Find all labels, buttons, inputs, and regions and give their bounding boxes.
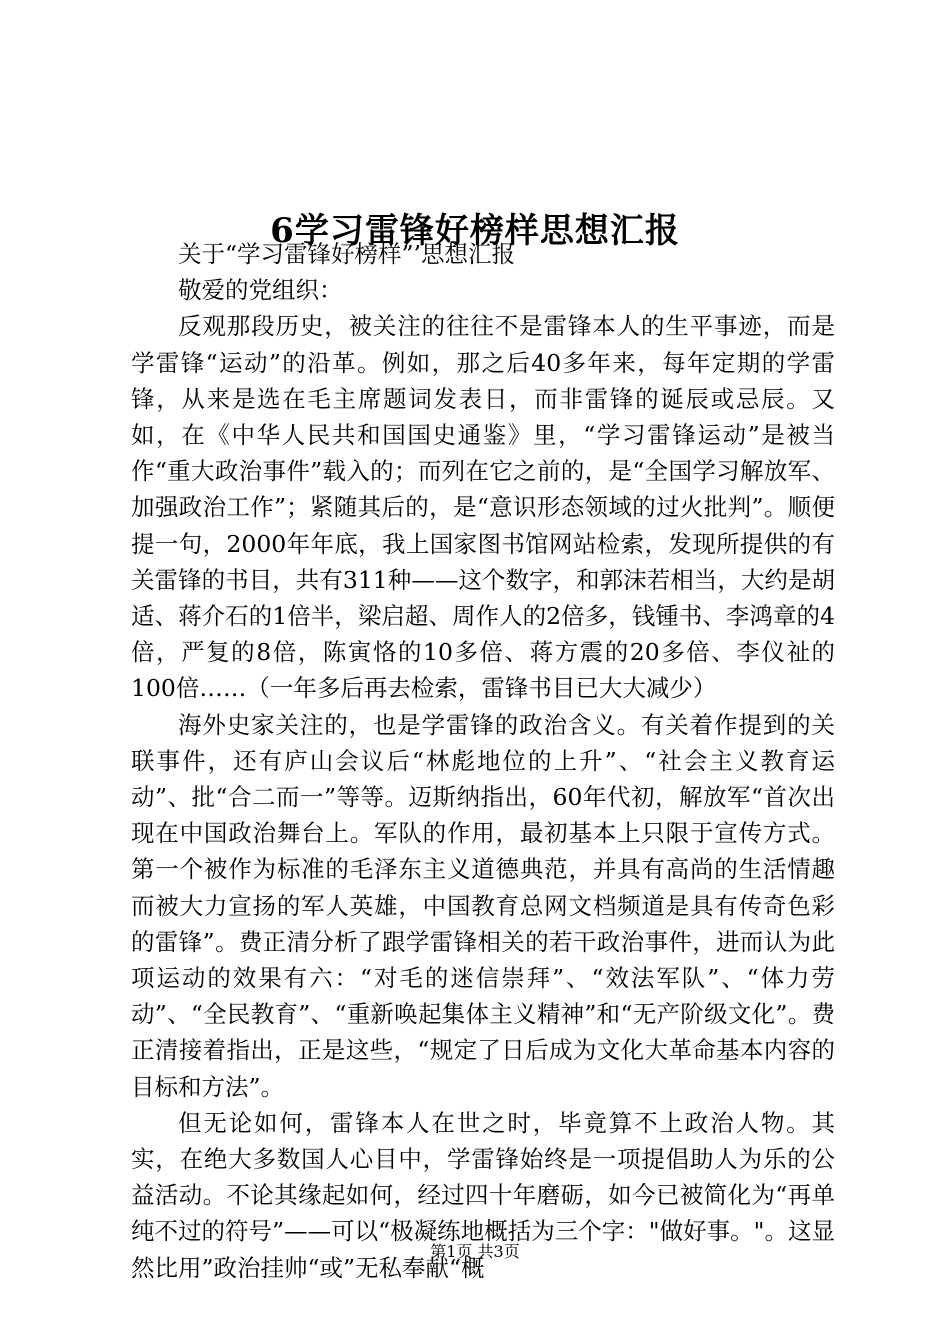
paragraph-3: 但无论如何，雷锋本人在世之时，毕竟算不上政治人物。其实，在绝大多数国人心目中，学雷锋始终是一项提倡助人为乐的公益活动。不论其缘起如何，经过四十年磨砺，如今已被简化为“再单纯不过的符号”——可以“极凝练地概括为三个字："做好事。"。这显然比用”政治挂帅“或”无私奉献“概 [131, 1108, 835, 1282]
paragraph-2: 海外史家关注的，也是学雷锋的政治含义。有关着作提到的关联事件，还有庐山会议后“林彪地位的上升”、“社会主义教育运动”、批“合二而一”等等。迈斯纳指出，60年代初，解放军“首次出现在中国政治舞台上。军队的作用，最初基本上只限于宣传方式。第一个被作为标准的毛泽东主义道德典范，并具有高尚的生活情趣而被大力宣扬的军人英雄，中国教育总网文档频道是具有传奇色彩的雷锋”。费正清分析了跟学雷锋相关的若干政治事件，进而认为此项运动的效果有六：“对毛的迷信崇拜”、“效法军队”、“体力劳动”、“全民教育”、“重新唤起集体主义精神”和“无产阶级文化”。费正清接着指出，正是这些，“规定了日后成为文化大革命基本内容的目标和方法”。 [131, 710, 835, 1101]
paragraph-1: 反观那段历史，被关注的往往不是雷锋本人的生平事迹，而是学雷锋“运动”的沿革。例如，那之后40多年来，每年定期的学雷锋，从来是选在毛主席题词发表日，而非雷锋的诞辰或忌辰。又如，在《中华人民共和国国史通鉴》里，“学习雷锋运动”是被当作“重大政治事件”载入的；而列在它之前的，是“全国学习解放军、加强政治工作”；紧随其后的，是“意识形态领域的过火批判”。顺便提一句，2000年年底，我上国家图书馆网站检索，发现所提供的有关雷锋的书目，共有311种——这个数字，和郭沫若相当，大约是胡适、蒋介石的1倍半，梁启超、周作人的2倍多，钱锺书、李鸿章的4倍，严复的8倍，陈寅恪的10多倍、蒋方震的20多倍、李仪祉的100倍……（一年多后再去检索，雷锋书目已大大减少） [131, 312, 835, 703]
page-footer: 第1页 共3页 [430, 1242, 520, 1261]
document-body [131, 236, 835, 1286]
subtitle-line: 关于“学习雷锋好榜样”’思想汇报 [178, 240, 515, 268]
salutation-line: 敬爱的党组织： [178, 276, 343, 305]
document-title: 6学习雷锋好榜样思想汇报 [270, 210, 680, 251]
